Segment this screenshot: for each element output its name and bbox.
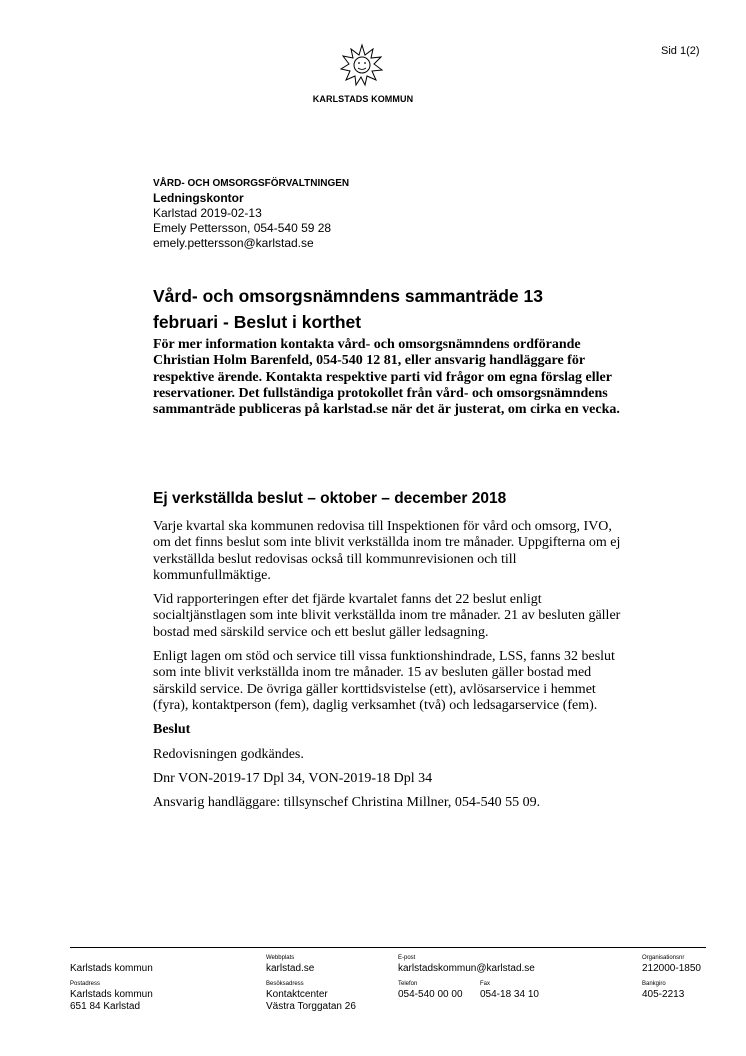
footer-email-label: E-post <box>398 955 416 961</box>
footer-post-label: Postadress <box>70 981 101 987</box>
footer-divider <box>70 947 706 948</box>
footer-email[interactable]: karlstadskommun@karlstad.se <box>398 963 535 974</box>
paragraph: Varje kvartal ska kommunen redovisa till Inspektionen för vård och omsorg, IVO, om det finns beslut som inte blivit verkställda inom tre månader. Uppgifterna om ej verkställda beslut redovisas också till kommunrevisionen och till kommunfullmäktige. <box>153 519 621 583</box>
title-line-1: Vård- och omsorgsnämndens sammanträde 13 <box>153 286 543 306</box>
decision: Redovisningen godkändes. <box>153 746 304 762</box>
decision-label: Beslut <box>153 722 191 738</box>
page-number: Sid 1(2) <box>661 45 700 57</box>
paragraph: Enligt lagen om stöd och service till vissa funktionshindrade, LSS, fanns 32 beslut som inte blivit verkställda inom tre månader. 15 av besluten gäller bostad med särskild service. De övriga gäller korttidsvistelse (ett), avlösarservice i hemmet (fyra), kontaktperson (fem), daglig verksamhet (två) och ledsagarservice (fem). <box>153 649 615 713</box>
footer-orgnr-label: Organisationsnr <box>642 955 685 961</box>
sun-logo-icon <box>340 43 384 87</box>
footer-bank: 405-2213 <box>642 989 685 1000</box>
footer-visit-1: Kontaktcenter <box>266 989 328 1000</box>
footer-fax: 054-18 34 10 <box>480 989 539 1000</box>
footer-fax-label: Fax <box>480 981 491 987</box>
contact: Emely Pettersson, 054-540 59 28 <box>153 221 332 235</box>
email-link[interactable]: emely.pettersson@karlstad.se <box>153 236 314 250</box>
footer-visit-2: Västra Torggatan 26 <box>266 1001 356 1012</box>
department: VÅRD- OCH OMSORGSFÖRVALTNINGEN <box>153 178 350 189</box>
footer-web[interactable]: karlstad.se <box>266 963 315 974</box>
footer-orgnr: 212000-1850 <box>642 963 701 974</box>
footer-phone-label: Telefon <box>398 981 418 987</box>
section-body <box>153 519 629 819</box>
intro-paragraph: För mer information kontakta vård- och omsorgsnämndens ordförande Christian Holm Barenfeld, 054-540 12 81, eller ansvarig handläggare för respektive ärende. Kontakta respektive parti vid frågor om egna förslag eller reservationer. Det fullständiga protokollet från vård- och omsorgsnämndens sammanträde publiceras på karlstad.se när det är justerat, om cirka en vecka. <box>153 337 620 418</box>
section-heading: Ej verkställda beslut – oktober – december 2018 <box>153 490 507 507</box>
paragraph: Vid rapporteringen efter det fjärde kvartalet fanns det 22 beslut enligt socialtjänstlagen som inte blivit verkställda inom tre månader. 21 av besluten gäller bostad med särskild service och ett beslut gäller ledsagning. <box>153 592 621 640</box>
sender-block <box>153 176 349 251</box>
org-name: KARLSTADS KOMMUN <box>312 94 414 104</box>
place-date: Karlstad 2019-02-13 <box>153 206 262 220</box>
footer-phone: 054-540 00 00 <box>398 989 463 1000</box>
footer-name: Karlstads kommun <box>70 963 153 974</box>
dnr: Dnr VON-2019-17 Dpl 34, VON-2019-18 Dpl 34 <box>153 770 433 786</box>
handler: Ansvarig handläggare: tillsynschef Christina Millner, 054-540 55 09. <box>153 795 541 811</box>
title-line-2: februari - Beslut i korthet <box>153 312 362 332</box>
footer-post-2: 651 84 Karlstad <box>70 1001 141 1012</box>
footer-visit-label: Besöksadress <box>266 981 304 987</box>
footer-web-label: Webbplats <box>266 955 295 961</box>
footer-bank-label: Bankgiro <box>642 981 666 987</box>
footer-post-1: Karlstads kommun <box>70 989 153 1000</box>
office: Ledningskontor <box>153 191 244 205</box>
document-title <box>153 283 633 335</box>
